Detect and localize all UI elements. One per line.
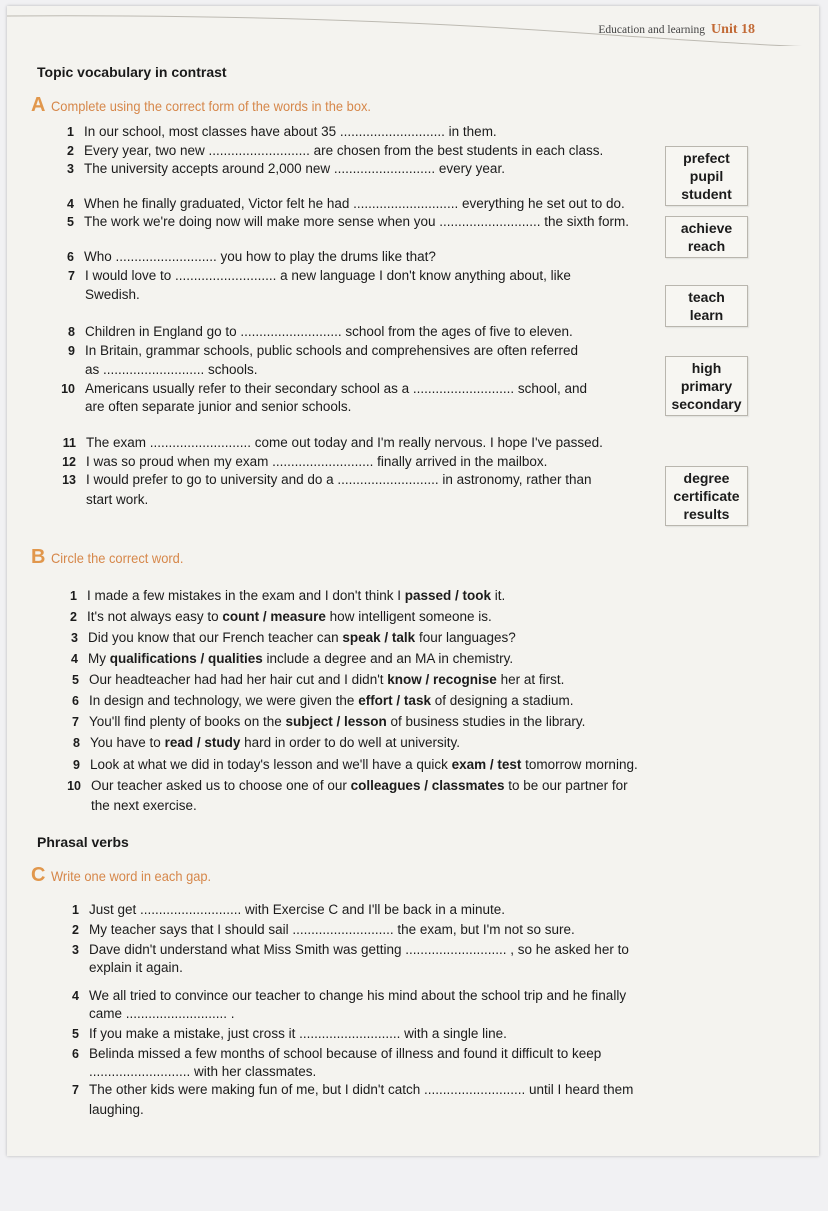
section-b-item xyxy=(70,588,506,604)
section-a-item-text: I was so proud when my exam ........................... finally arrived in the mailbox. xyxy=(86,454,548,469)
section-c-item-number: 6 xyxy=(72,1047,79,1061)
section-b-item-text xyxy=(87,609,492,624)
section-a-item-text: I would prefer to go to university and do a ........................... in astronomy, rather than xyxy=(86,472,592,487)
section-a-item-number: 6 xyxy=(67,250,74,264)
section-b-item xyxy=(71,651,514,667)
section-b-item-text xyxy=(88,651,513,666)
section-a-instruction: Complete using the correct form of the words in the box. xyxy=(51,98,372,114)
section-a-item-number: 5 xyxy=(67,215,74,229)
word-box-word: achieve xyxy=(680,220,733,236)
section-c-item-text: We all tried to convince our teacher to change his mind about the school trip and he finally xyxy=(89,988,627,1003)
sentence-part: My xyxy=(88,651,110,666)
section-a-item-number: 1 xyxy=(67,125,74,139)
section-a-item xyxy=(68,343,578,359)
section-a-item xyxy=(62,472,592,488)
section-b-item-number: 8 xyxy=(73,736,80,750)
section-a-item-text: Swedish. xyxy=(85,287,140,302)
section-a-item xyxy=(67,214,630,230)
section-c-item xyxy=(89,960,183,976)
sentence-part: You'll find plenty of books on the xyxy=(89,714,286,729)
textbook-page xyxy=(7,6,819,1156)
section-c-item-number: 7 xyxy=(72,1083,79,1097)
section-c-letter: C xyxy=(31,864,46,886)
word-box-word: reach xyxy=(687,238,726,254)
section-b-item-number: 10 xyxy=(67,779,81,793)
word-choice[interactable]: subject / lesson xyxy=(285,714,387,729)
section-a-item xyxy=(61,381,587,397)
section-c-item xyxy=(72,922,575,938)
sentence-part: Did you know that our French teacher can xyxy=(88,630,343,645)
section-b-item-text xyxy=(87,588,505,603)
sentence-part: Our headteacher had had her hair cut and I didn't xyxy=(89,672,388,687)
section-a-item-number: 10 xyxy=(61,382,75,396)
word-box-word: primary xyxy=(680,378,733,394)
section-a-item-number: 12 xyxy=(62,455,76,469)
word-box xyxy=(665,146,748,206)
section-c-instruction: Write one word in each gap. xyxy=(51,868,212,884)
section-b-item xyxy=(67,778,628,794)
section-c-item-text: ........................... with her classmates. xyxy=(89,1064,317,1079)
section-a-item xyxy=(68,324,573,340)
section-a-item xyxy=(68,268,571,284)
section-a-item-text: The university accepts around 2,000 new ........................... every year. xyxy=(84,161,505,176)
section-a-item xyxy=(67,249,436,265)
section-b-item xyxy=(73,757,638,773)
section-c-item xyxy=(72,902,505,918)
section-c-item xyxy=(72,1046,602,1062)
sentence-part: hard in order to do well at university. xyxy=(240,735,460,750)
sentence-part: It's not always easy to xyxy=(87,609,223,624)
section-b-item xyxy=(72,714,586,730)
word-box xyxy=(665,285,748,327)
section-b-item xyxy=(72,693,574,709)
section-a-item-number: 2 xyxy=(67,144,74,158)
section-a-item-text: I would love to ........................... a new language I don't know anything about, like xyxy=(85,268,571,283)
section-a-item xyxy=(67,196,625,212)
word-box-word: secondary xyxy=(671,396,742,412)
section-b-item xyxy=(73,735,460,751)
section-a-item-text: Children in England go to ........................... school from the ages of five to eleven. xyxy=(85,324,573,339)
sentence-part: to be our partner for xyxy=(504,778,628,793)
section-c-item xyxy=(89,1102,144,1118)
word-box xyxy=(665,356,748,416)
sentence-part: it. xyxy=(491,588,506,603)
word-choice[interactable]: know / recognise xyxy=(387,672,497,687)
sentence-part: the next exercise. xyxy=(91,798,197,813)
word-box-word: pupil xyxy=(689,168,724,184)
running-head-title: Education and learning xyxy=(598,24,706,36)
word-box-word: prefect xyxy=(683,150,730,166)
phrasal-verbs-header: Phrasal verbs xyxy=(37,834,129,850)
section-b-item-text xyxy=(88,630,516,645)
section-a-item-number: 13 xyxy=(62,473,76,487)
section-b-item-number: 7 xyxy=(72,715,79,729)
word-choice[interactable]: exam / test xyxy=(451,757,522,772)
section-a-letter: A xyxy=(31,94,46,116)
section-c-item xyxy=(89,1064,316,1080)
section-a-item-text: In Britain, grammar schools, public schools and comprehensives are often referred xyxy=(85,343,578,358)
section-b-item-number: 1 xyxy=(70,589,77,603)
section-b-item-text xyxy=(90,757,638,772)
section-a-item xyxy=(67,124,497,140)
word-box-word: high xyxy=(691,360,722,376)
section-a-item xyxy=(67,143,604,159)
section-a-item-text: In our school, most classes have about 35 ............................ in them. xyxy=(84,124,497,139)
section-c-item-number: 3 xyxy=(72,943,79,957)
sentence-part: You have to xyxy=(90,735,165,750)
sentence-part: Our teacher asked us to choose one of our xyxy=(91,778,351,793)
section-b-instruction: Circle the correct word. xyxy=(51,550,184,566)
word-box-word: learn xyxy=(689,307,724,323)
section-c-item-text: Dave didn't understand what Miss Smith was getting ........................... , so he asked her to xyxy=(89,942,629,957)
word-box-word: degree xyxy=(683,470,730,486)
section-a-item-text: When he finally graduated, Victor felt he had ............................ everything he set out to do. xyxy=(84,196,625,211)
section-b-letter: B xyxy=(31,546,46,568)
section-a-item-number: 3 xyxy=(67,162,74,176)
section-b-item-number: 3 xyxy=(71,631,78,645)
section-c-item-number: 5 xyxy=(72,1027,79,1041)
section-a-item xyxy=(85,399,351,415)
section-a-heading xyxy=(31,94,399,117)
section-b-item-number: 4 xyxy=(71,652,78,666)
sentence-part: four languages? xyxy=(415,630,516,645)
section-b-item-text xyxy=(89,714,585,729)
section-c-item xyxy=(89,1006,235,1022)
word-choice[interactable]: read / study xyxy=(164,735,241,750)
section-a-item xyxy=(85,287,140,303)
section-a-item-text: The exam ........................... come out today and I'm really nervous. I hope I've passed. xyxy=(86,435,603,450)
section-c-item-text: If you make a mistake, just cross it ........................... with a single line. xyxy=(89,1026,507,1041)
section-a-item-text: Every year, two new ........................... are chosen from the best students in each class. xyxy=(84,143,604,158)
section-c-item xyxy=(72,942,629,958)
section-c-item-text: Belinda missed a few months of school because of illness and found it difficult to keep xyxy=(89,1046,602,1061)
section-b-item-number: 2 xyxy=(70,610,77,624)
section-b-item-number: 9 xyxy=(73,758,80,772)
section-a-item xyxy=(62,454,548,470)
section-a-item xyxy=(62,435,603,451)
section-a-item-number: 8 xyxy=(68,325,75,339)
section-a-item xyxy=(67,161,505,177)
word-choice[interactable]: passed / took xyxy=(404,588,492,603)
section-b-item xyxy=(71,630,516,646)
section-a-item-text: The work we're doing now will make more sense when you ........................... the sixth form. xyxy=(84,214,630,229)
section-a-item-text: are often separate junior and senior schools. xyxy=(85,399,352,414)
section-c-item-text: laughing. xyxy=(89,1102,144,1117)
section-a-item xyxy=(86,492,148,508)
section-a-item-text: Who ........................... you how to play the drums like that? xyxy=(84,249,436,264)
word-box-word: student xyxy=(681,186,732,202)
section-c-item-number: 2 xyxy=(72,923,79,937)
section-a-item-number: 11 xyxy=(62,436,76,450)
word-box-word: results xyxy=(683,506,730,522)
section-a-item-number: 7 xyxy=(68,269,75,283)
section-c-item xyxy=(72,988,627,1004)
section-b-item-text xyxy=(89,693,574,708)
section-b-item xyxy=(72,672,565,688)
section-c-item-number: 1 xyxy=(72,903,79,917)
section-c-item-number: 4 xyxy=(72,989,79,1003)
section-b-item-text xyxy=(91,778,628,793)
word-choice[interactable]: count / measure xyxy=(222,609,326,624)
word-box-word: teach xyxy=(688,289,725,305)
section-b-item xyxy=(91,798,197,814)
section-b-item-text xyxy=(91,798,197,813)
sentence-part: of business studies in the library. xyxy=(386,714,586,729)
word-box xyxy=(665,466,748,526)
word-box-word: certificate xyxy=(673,488,740,504)
section-c-item-text: The other kids were making fun of me, but I didn't catch ........................... until I heard them xyxy=(89,1082,634,1097)
section-a-item-text: as ........................... schools. xyxy=(85,362,258,377)
unit-number: Unit 18 xyxy=(711,22,755,37)
word-choice[interactable]: colleagues / classmates xyxy=(350,778,505,793)
section-a-item-number: 4 xyxy=(67,197,74,211)
section-c-item-text: Just get ........................... with Exercise C and I'll be back in a minute. xyxy=(89,902,505,917)
sentence-part: how intelligent someone is. xyxy=(325,609,492,624)
word-choice[interactable]: effort / task xyxy=(358,693,431,708)
sentence-part: include a degree and an MA in chemistry. xyxy=(262,651,514,666)
section-a-item xyxy=(85,362,258,378)
running-head xyxy=(598,22,755,38)
section-a-item-text: start work. xyxy=(86,492,149,507)
section-b-item-text xyxy=(90,735,460,750)
sentence-part: tomorrow morning. xyxy=(521,757,638,772)
sentence-part: of designing a stadium. xyxy=(430,693,574,708)
section-b-item-number: 5 xyxy=(72,673,79,687)
section-c-item xyxy=(72,1082,634,1098)
section-a-item-text: Americans usually refer to their secondary school as a ........................... school, and xyxy=(85,381,587,396)
section-c-item-text: My teacher says that I should sail ........................... the exam, but I'm not so sure. xyxy=(89,922,575,937)
section-c-item-text: came ........................... . xyxy=(89,1006,235,1021)
sentence-part: In design and technology, we were given the xyxy=(89,693,359,708)
section-c-item xyxy=(72,1026,507,1042)
sentence-part: her at first. xyxy=(496,672,565,687)
section-a-item-number: 9 xyxy=(68,344,75,358)
word-box xyxy=(665,216,748,258)
word-choice[interactable]: speak / talk xyxy=(342,630,416,645)
section-b-item-number: 6 xyxy=(72,694,79,708)
topic-vocabulary-header: Topic vocabulary in contrast xyxy=(37,64,227,80)
section-b-item xyxy=(70,609,492,625)
sentence-part: I made a few mistakes in the exam and I don't think I xyxy=(87,588,405,603)
section-c-item-text: explain it again. xyxy=(89,960,183,975)
section-b-heading xyxy=(31,546,195,569)
section-c-heading xyxy=(31,864,226,887)
word-choice[interactable]: qualifications / qualities xyxy=(109,651,263,666)
section-b-item-text xyxy=(89,672,564,687)
sentence-part: Look at what we did in today's lesson and we'll have a quick xyxy=(90,757,452,772)
